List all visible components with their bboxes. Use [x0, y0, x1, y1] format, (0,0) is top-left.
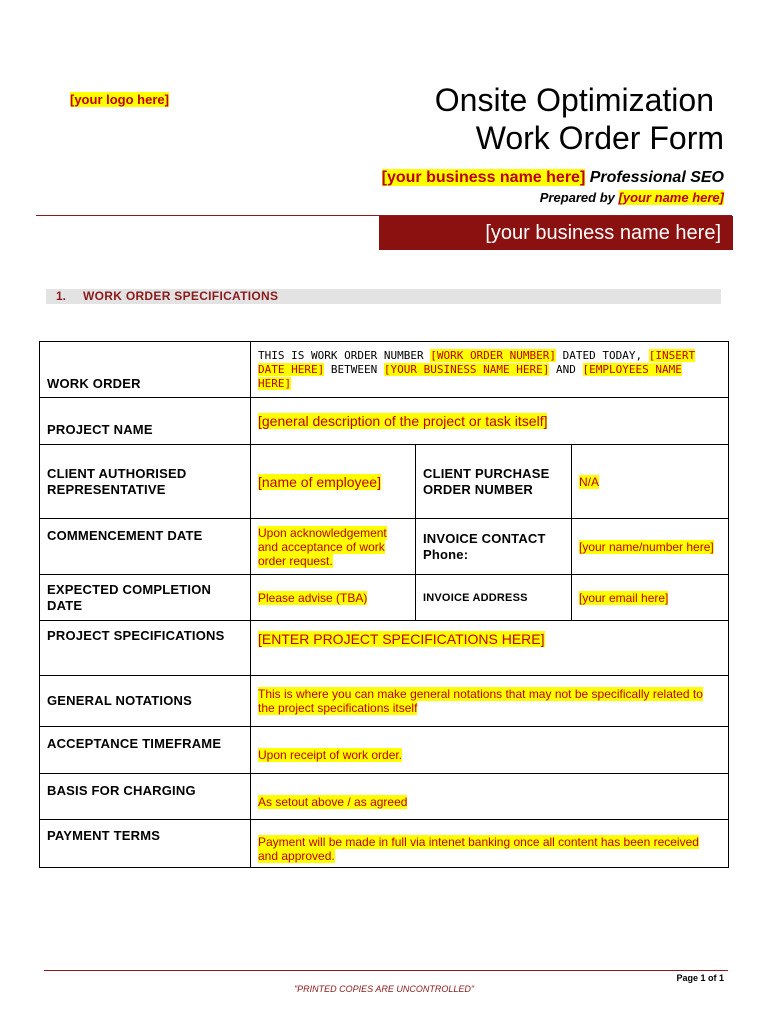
client-rep-value: [name of employee] [258, 473, 381, 490]
table-row [40, 676, 729, 727]
invoice-address-label: INVOICE ADDRESS [416, 575, 572, 621]
table-row [40, 575, 729, 621]
client-rep-label: CLIENT AUTHORISED REPRESENTATIVE [40, 445, 251, 519]
table-row [40, 342, 729, 398]
client-rep-cell [251, 445, 416, 519]
table-row [40, 727, 729, 774]
general-notations-label: GENERAL NOTATIONS [40, 676, 251, 727]
table-row [40, 398, 729, 445]
page-number: Page 1 of 1 [676, 973, 724, 983]
section-title: WORK ORDER SPECIFICATIONS [83, 289, 279, 303]
wo-date-placeholder: [INSERT DATE HERE] [258, 348, 696, 376]
logo-placeholder-text: [your logo here] [70, 92, 169, 107]
invoice-address-value: [your email here] [579, 590, 669, 605]
payment-value: Payment will be made in full via intenet banking once all content has been received and approved. [258, 835, 699, 863]
wo-text-3: BETWEEN [330, 362, 378, 376]
invoice-phone-label: Phone: [423, 546, 469, 562]
project-specs-label: PROJECT SPECIFICATIONS [40, 621, 251, 676]
table-row [40, 621, 729, 676]
expected-completion-label: EXPECTED COMPLETION DATE [40, 575, 251, 621]
project-name-value: [general description of the project or task itself] [258, 413, 548, 429]
footer-divider [44, 970, 728, 971]
wo-text-2: DATED TODAY, [562, 348, 643, 362]
invoice-contact-value: [your name/number here] [579, 539, 714, 554]
table-row [40, 820, 729, 868]
professional-seo-text: Professional SEO [589, 169, 724, 186]
table-row [40, 519, 729, 575]
invoice-contact-value-cell [572, 519, 729, 575]
project-specs-value: [ENTER PROJECT SPECIFICATIONS HERE] [258, 631, 545, 647]
business-line [382, 169, 724, 187]
business-banner: [your business name here] [379, 216, 733, 250]
title-line-1: Onsite Optimization [434, 82, 714, 118]
basis-cell [251, 774, 729, 820]
acceptance-value: Upon receipt of work order. [258, 748, 403, 762]
table-row [40, 774, 729, 820]
payment-cell [251, 820, 729, 868]
wo-text-4: AND [556, 362, 576, 376]
invoice-address-cell [572, 575, 729, 621]
commencement-label: COMMENCEMENT DATE [40, 519, 251, 575]
work-order-label: WORK ORDER [40, 342, 251, 398]
invoice-contact-cell [416, 519, 572, 575]
expected-completion-cell [251, 575, 416, 621]
prepared-by-label: Prepared by [539, 190, 615, 205]
prepared-by-placeholder: [your name here] [618, 190, 724, 205]
project-name-cell [251, 398, 729, 445]
wo-text-1: THIS IS WORK ORDER NUMBER [258, 348, 424, 362]
project-name-label: PROJECT NAME [40, 398, 251, 445]
commencement-value: Upon acknowledgement and acceptance of work order request. [258, 525, 387, 568]
acceptance-label: ACCEPTANCE TIMEFRAME [40, 727, 251, 774]
basis-value: As setout above / as agreed [258, 795, 408, 809]
business-name-placeholder: [your business name here] [381, 169, 586, 186]
wo-employee-placeholder: [EMPLOYEES NAME HERE] [258, 362, 682, 390]
client-po-value: N/A [579, 474, 600, 489]
table-row [40, 445, 729, 519]
wo-business-placeholder: [YOUR BUSINESS NAME HERE] [383, 362, 550, 376]
general-notations-value: This is where you can make general notations that may not be specifically related to the project specifications itself [258, 687, 703, 715]
commencement-cell [251, 519, 416, 575]
title-line-2: Work Order Form [475, 120, 724, 156]
printed-notice: "PRINTED COPIES ARE UNCONTROLLED" [293, 984, 475, 994]
project-specs-cell [251, 621, 729, 676]
client-po-label: CLIENT PURCHASE ORDER NUMBER [416, 445, 572, 519]
wo-number-placeholder: [WORK ORDER NUMBER] [430, 348, 557, 362]
expected-completion-value: Please advise (TBA) [258, 590, 368, 605]
client-po-cell [572, 445, 729, 519]
work-order-table [39, 341, 729, 868]
invoice-contact-label: INVOICE CONTACT [423, 530, 546, 546]
prepared-by-line [540, 190, 724, 205]
section-number: 1. [56, 289, 67, 303]
acceptance-cell [251, 727, 729, 774]
payment-label: PAYMENT TERMS [40, 820, 251, 868]
general-notations-cell [251, 676, 729, 727]
logo-placeholder [70, 92, 169, 107]
work-order-text [251, 342, 729, 398]
basis-label: BASIS FOR CHARGING [40, 774, 251, 820]
